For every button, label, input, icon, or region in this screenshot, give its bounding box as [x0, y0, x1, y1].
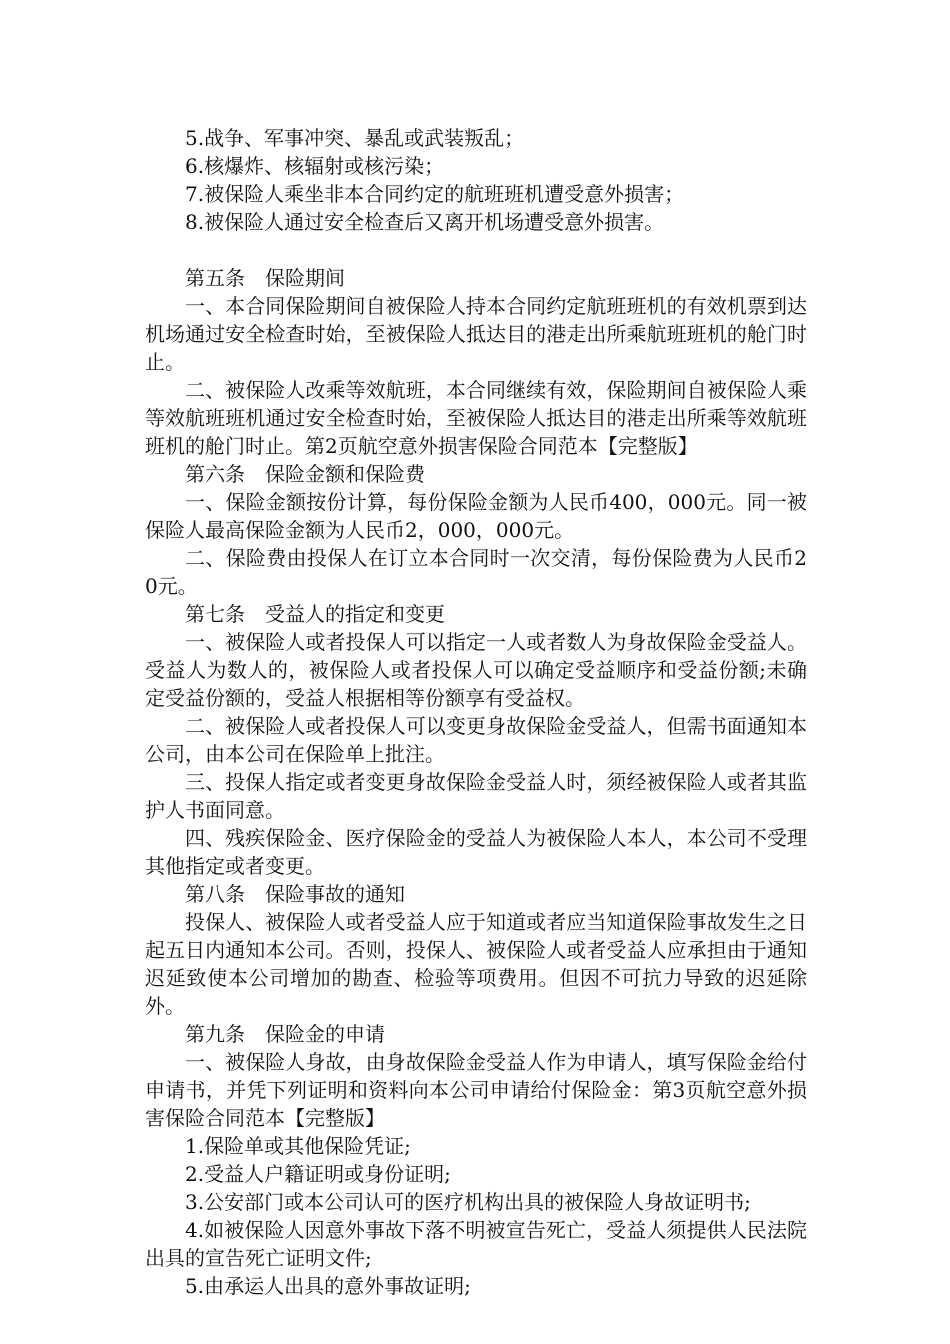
section-heading: 第六条 保险金额和保险费: [185, 462, 425, 486]
section-heading: 第五条 保险期间: [185, 266, 345, 290]
list-item: 3.公安部门或本公司认可的医疗机构出具的被保险人身故证明书;: [185, 1190, 751, 1214]
list-item: 5.由承运人出具的意外事故证明;: [185, 1274, 471, 1298]
list-item: 7.被保险人乘坐非本合同约定的航班班机遭受意外损害；: [185, 182, 685, 206]
list-item: 5.战争、军事冲突、暴乱或武装叛乱；: [185, 126, 525, 150]
paragraph: 二、被保险人或者投保人可以变更身故保险金受益人，但需书面通知本公司，由本公司在保险单上批注。: [145, 714, 807, 766]
list-item: 8.被保险人通过安全检查后又离开机场遭受意外损害。: [185, 210, 665, 234]
section-heading: 第九条 保险金的申请: [185, 1022, 385, 1046]
section-heading: 第七条 受益人的指定和变更: [185, 602, 445, 626]
paragraph: 一、本合同保险期间自被保险人持本合同约定航班班机的有效机票到达机场通过安全检查时始，至被保险人抵达目的港走出所乘航班班机的舱门时止。: [145, 294, 807, 374]
list-item: 4.如被保险人因意外事故下落不明被宣告死亡，受益人须提供人民法院出具的宣告死亡证明文件;: [145, 1218, 807, 1270]
paragraph: 二、被保险人改乘等效航班，本合同继续有效，保险期间自被保险人乘等效航班班机通过安全检查时始，至被保险人抵达目的港走出所乘等效航班班机的舱门时止。第2页航空意外损害保险合同范本【完整版】: [145, 378, 807, 458]
paragraph: 四、残疾保险金、医疗保险金的受益人为被保险人本人，本公司不受理其他指定或者变更。: [145, 826, 807, 878]
paragraph: 二、保险费由投保人在订立本合同时一次交清，每份保险费为人民币20元。: [145, 546, 807, 598]
section-heading: 第八条 保险事故的通知: [185, 882, 405, 906]
list-item: 2.受益人户籍证明或身份证明;: [185, 1162, 451, 1186]
list-item: 1.保险单或其他保险凭证;: [185, 1134, 411, 1158]
blank-line: [145, 236, 807, 264]
list-item: 6.核爆炸、核辐射或核污染；: [185, 154, 445, 178]
paragraph: 一、保险金额按份计算，每份保险金额为人民币400，000元。同一被保险人最高保险金额为人民币2，000，000元。: [145, 490, 807, 542]
document-body: [145, 124, 807, 1300]
paragraph: 一、被保险人或者投保人可以指定一人或者数人为身故保险金受益人。受益人为数人的，被保险人或者投保人可以确定受益顺序和受益份额;未确定受益份额的，受益人根据相等份额享有受益权。: [145, 630, 807, 710]
paragraph: 投保人、被保险人或者受益人应于知道或者应当知道保险事故发生之日起五日内通知本公司。否则，投保人、被保险人或者受益人应承担由于通知迟延致使本公司增加的勘查、检验等项费用。但因不可抗力导致的迟延除外。: [145, 910, 807, 1018]
paragraph: 三、投保人指定或者变更身故保险金受益人时，须经被保险人或者其监护人书面同意。: [145, 770, 807, 822]
paragraph: 一、被保险人身故，由身故保险金受益人作为申请人，填写保险金给付申请书，并凭下列证明和资料向本公司申请给付保险金：第3页航空意外损害保险合同范本【完整版】: [145, 1050, 807, 1130]
